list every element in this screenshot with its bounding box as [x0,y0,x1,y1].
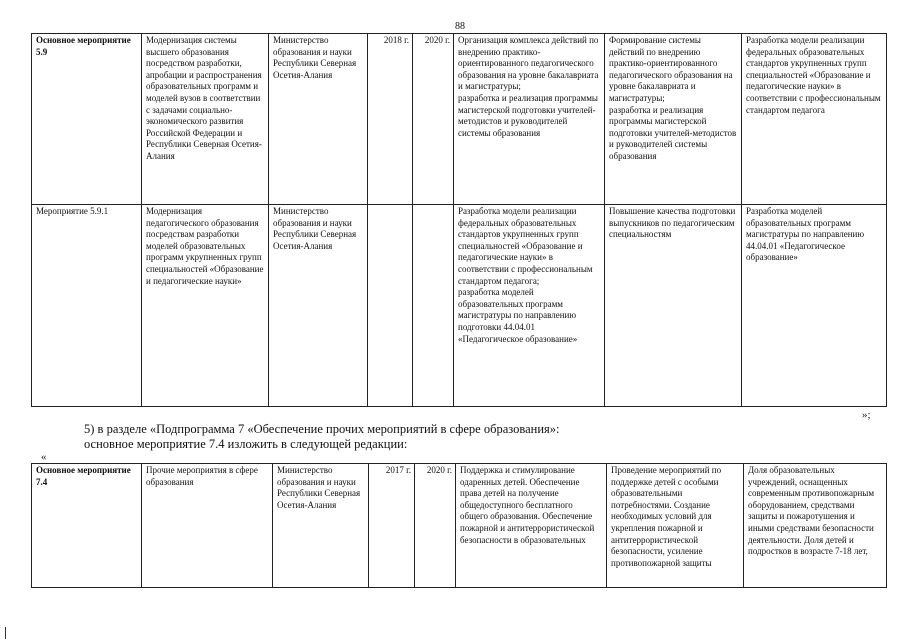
indicator-cell [742,205,887,407]
row-name-cell [32,464,142,588]
indicator-cell [744,464,887,588]
executor-text: Министерство образования и науки Республики Северная Осетия-Алания [277,465,361,510]
description-cell [142,464,273,588]
margin-mark [5,627,6,639]
start-year-cell [368,205,413,407]
program-table-bottom [31,463,887,588]
result-cell [607,464,744,588]
start-year: 2017 г. [385,465,411,475]
executor-text: Министерство образования и науки Республики Северная Осетия-Алания [273,206,357,251]
page-number: 88 [455,21,465,32]
actions-text: Разработка модели реализации федеральных образовательных стандартов укрупненных групп специальностей «Образование и педагогические науки» в соответствии с профессиональным стандартом педагога; разработка моделей образовательных программ магистратуры по направлению подготовки 44.04.01 «Педагогическое образование» [458,206,593,344]
result-text: Формирование системы действий по внедрению практико-ориентированного педагогического образования на уровне бакалавриата и магистратуры; разработка и реализация программы магистерской подготовки учителей-методистов и руководителей системы образования [609,35,737,161]
executor-cell [273,464,369,588]
table-row [32,34,887,205]
actions-text: Поддержка и стимулирование одаренных детей. Обеспечение права детей на получение общедоступного бесплатного общего образования. Обеспечение пожарной и антитеррористической безопасности в образовательных [460,465,595,545]
result-cell [605,205,742,407]
actions-cell [456,464,607,588]
actions-cell [454,34,605,205]
description-text: Модернизация системы высшего образования посредством разработки, апробации и распространения образовательных программ и моделей вузов в соответствии с задачами социально-экономического развития Российской Федерации и Республики Северная Осетия-Алания [146,35,262,161]
end-year: 2020 г. [424,35,450,45]
actions-cell [454,205,605,407]
executor-text: Министерство образования и науки Республики Северная Осетия-Алания [273,35,357,80]
description-text: Прочие мероприятия в сфере образования [146,465,258,487]
closing-quote-mark: »; [862,409,871,421]
table-row [32,464,887,588]
section-paragraph [84,422,560,452]
paragraph-line-2: основное мероприятие 7.4 изложить в следующей редакции: [84,437,408,451]
row-name: Основное мероприятие 5.9 [36,35,131,57]
result-cell [605,34,742,205]
actions-text: Организация комплекса действий по внедрению практико-ориентированного педагогического образования на уровне бакалавриата и магистратуры; разработка и реализация программы магистерской подготовки учителей-методистов и руководителей системы образования [458,35,599,138]
indicator-text: Разработка модели реализации федеральных образовательных стандартов укрупненных групп специальностей «Образование и педагогические науки» в соответствии с профессиональным стандартом педагога [746,35,881,115]
description-cell [142,205,269,407]
result-text: Проведение мероприятий по поддержке детей с особыми образовательными потребностями. Создание необходимых условий для укрепления пожарной и антитеррористической безопасности, усиление противопожарной защиты [611,465,722,568]
table-row [32,205,887,407]
start-year: 2018 г. [383,35,409,45]
end-year-cell [415,464,456,588]
row-name: Мероприятие 5.9.1 [36,206,109,216]
description-text: Модернизация педагогического образования посредствам разработки моделей образовательных программ укрупненных групп специальностей «Образование и педагогические науки» [146,206,264,286]
start-year-cell [368,34,413,205]
opening-quote-mark: « [41,451,47,463]
executor-cell [269,205,368,407]
indicator-text: Доля образовательных учреждений, оснащенных современным противопожарным оборудованием, средствами защиты и пожаротушения и иными средствами безопасности деятельности. Доля детей и подростков в возрасте 7-18 лет, [748,465,875,557]
program-table-top [31,33,887,407]
end-year: 2020 г. [426,465,452,475]
end-year-cell [413,34,454,205]
end-year-cell [413,205,454,407]
row-name-cell [32,34,142,205]
indicator-cell [742,34,887,205]
row-name-cell [32,205,142,407]
start-year-cell [369,464,415,588]
executor-cell [269,34,368,205]
result-text: Повышение качества подготовки выпускников по педагогическим специальностям [609,206,736,240]
indicator-text: Разработка моделей образовательных программ магистратуры по направлению 44.04.01 «Педагогическое образование» [746,206,865,263]
description-cell [142,34,269,205]
paragraph-line-1: 5) в разделе «Подпрограмма 7 «Обеспечение прочих мероприятий в сфере образования»: [84,422,560,436]
row-name: Основное мероприятие 7.4 [36,465,131,487]
